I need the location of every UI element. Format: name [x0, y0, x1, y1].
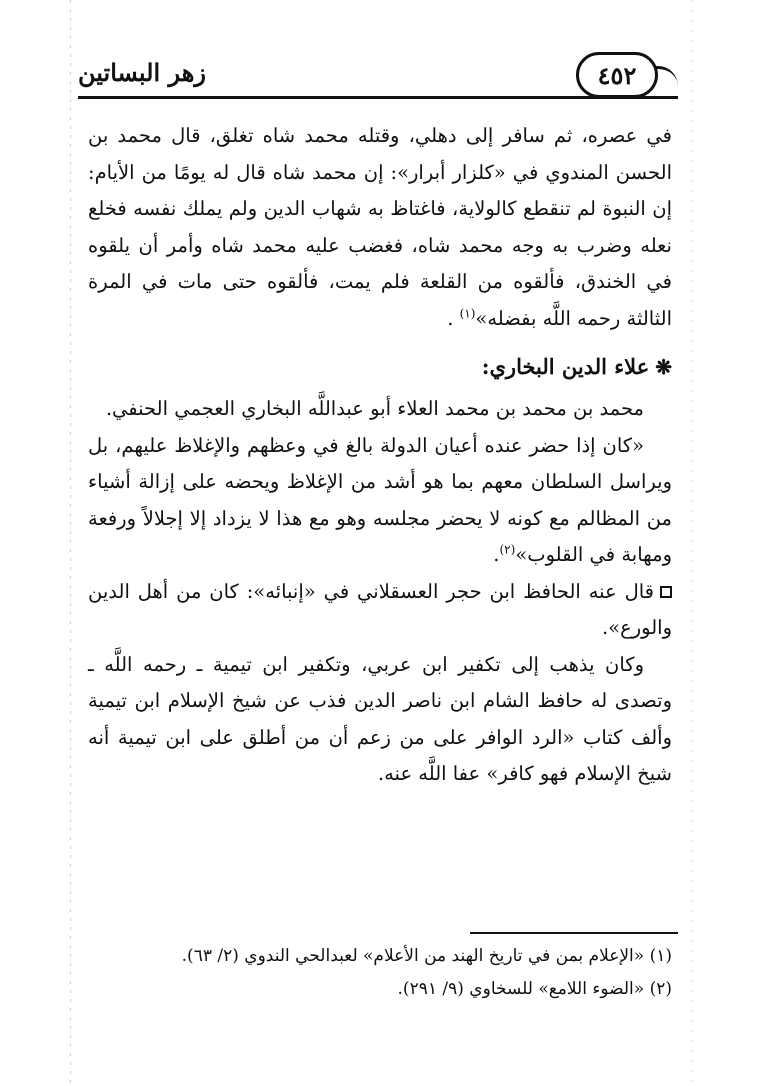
- paragraph-3: [88, 428, 672, 574]
- footnote-ref-2: (٢): [499, 542, 516, 557]
- scan-edge-right: [692, 0, 693, 1086]
- footnote-2: (٢) «الضوء اللامع» للسخاوي (٩/ ٢٩١).: [397, 979, 672, 999]
- star-icon: ❋: [655, 355, 672, 379]
- page-number-badge-ornament: [656, 66, 678, 99]
- page-number-badge: [576, 52, 658, 98]
- book-icon: [660, 586, 672, 598]
- section-heading-text: علاء الدين البخاري:: [481, 354, 650, 379]
- paragraph-5: وكان يذهب إلى تكفير ابن عربي، وتكفير ابن تيمية ـ رحمه اللَّه ـ وتصدى له حافظ الشام ابن ناصر الدين فذب عن شيخ الإسلام ابن تيمية وألف كتاب «الرد الوافر على من زعم أن من أطلق على ابن تيمية أنه شيخ الإسلام فهو كافر» عفا اللَّه عنه.: [88, 652, 672, 785]
- header-rule: [78, 96, 678, 99]
- footnotes: [88, 940, 672, 1006]
- page-number: ٤٥٢: [597, 60, 637, 90]
- paragraph-4: [88, 574, 672, 647]
- paragraph-3-end: .: [493, 543, 500, 566]
- paragraph-2: محمد بن محمد بن محمد العلاء أبو عبداللَّه البخاري العجمي الحنفي.: [105, 397, 644, 420]
- footnote-ref-1: (١): [459, 306, 476, 320]
- running-title: زهر البساتين: [78, 58, 206, 87]
- section-heading: [88, 349, 672, 385]
- paragraph-4-text: قال عنه الحافظ ابن حجر العسقلاني في «إنبائه»: كان من أهل الدين والورع».: [88, 579, 672, 639]
- footnote-1: (١) «الإعلام بمن في تاريخ الهند من الأعلام» لعبدالحي الندوي (٢/ ٦٣).: [181, 946, 672, 966]
- scan-edge-left: [70, 0, 71, 1086]
- page-header: [78, 52, 678, 102]
- paragraph-1-text: في عصره، ثم سافر إلى دهلي، وقتله محمد شاه تغلق، قال محمد بن الحسن المندوي في «كلزار أبرار»: إن محمد شاه قال له يومًا من الأيام: إن النبوة لم تنقطع كالولاية، فاغتاظ به شهاب الدين ولم يملك نفسه فخلع نعله وضرب به وجه محمد شاه، فغضب عليه محمد شاه وأمر أن يلقوه في الخندق، فألقوه من القلعة فلم يمت، فألقوه حتى مات في المرة الثالثة رحمه اللَّه بفضله»: [88, 124, 672, 330]
- paragraph-1: [88, 118, 672, 337]
- footnote-rule: [470, 932, 678, 934]
- paragraph-1-end: .: [447, 306, 460, 330]
- body-text: [88, 118, 672, 793]
- paragraph-3-text: «كان إذا حضر عنده أعيان الدولة بالغ في وعظهم والإغلاظ عليهم، بل ويراسل السلطان معهم بما هو أشد من الإغلاظ ويحضه على إزالة أشياء من المظالم مع كونه لا يحضر مجلسه وهو مع هذا لا يزداد إلا إجلالاً ورفعة ومهابة في القلوب»: [88, 433, 672, 566]
